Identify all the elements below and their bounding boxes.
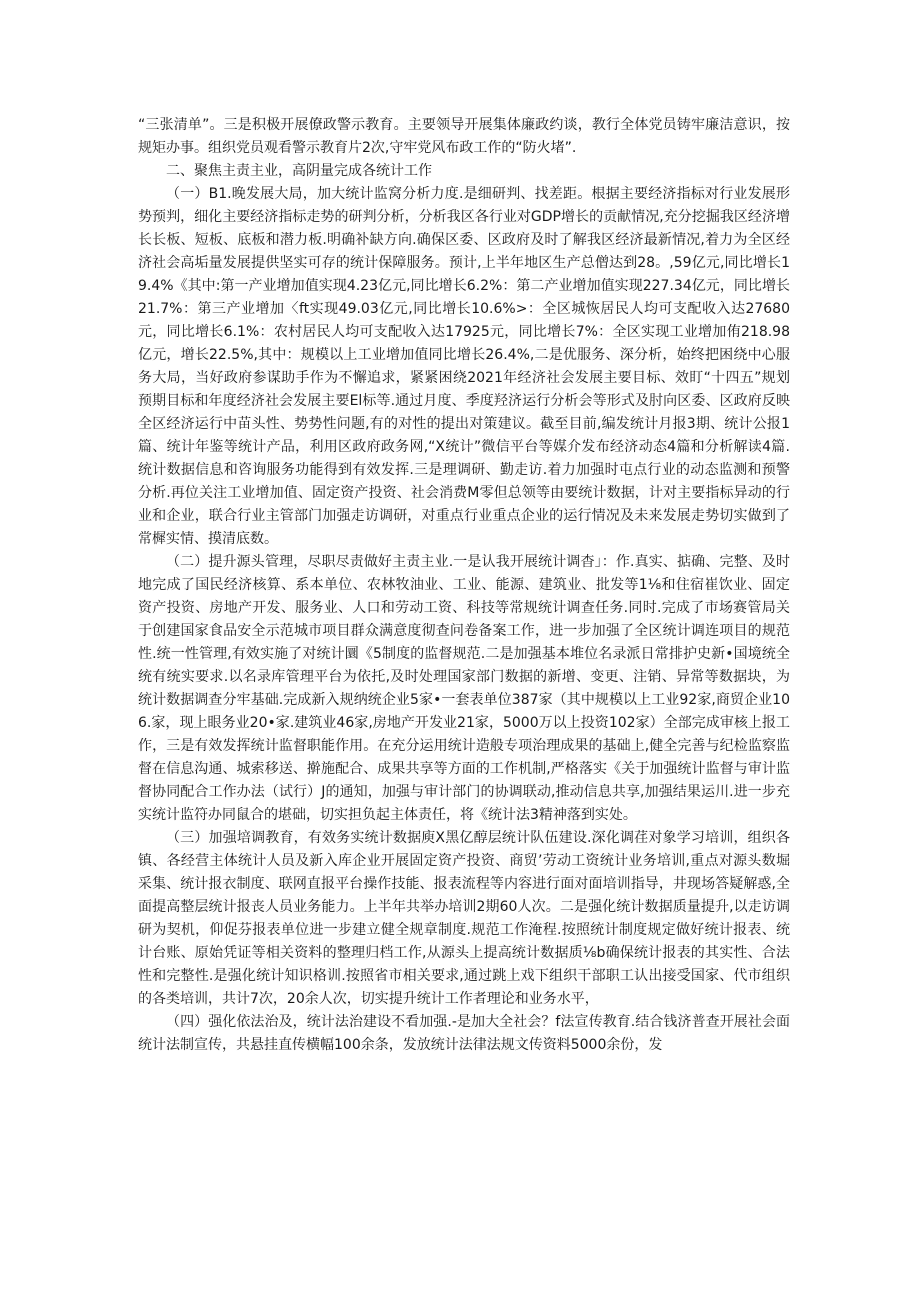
paragraph-section-2: （二）提升源头管理，尽职尽责做好主责主业.一是认我开展统计调杳」：作.真实、掂确、完整、及时地完成了国民经济核算、系本单位、农林牧油业、工业、能源、建筑业、批发等1⅛和住宿崔饮业、固定资产投资、房地产开发、服务业、人口和劳动工资、科技等常规统计调查任务.同时.完成了市场赛管局关于创建国家食品安全示范城市项目群众满意度彻查问卷备案工作，进一步加强了全区统计调连项目的规范性.统一性管理,有效实施了对统计圜《5制度的监督规范.二是加强基本堆位名录派日常排护史新•国境统全统有统实要求.以名录库管理平台为依托,及时处理国家部门数据的新增、变更、注销、异常等数据块，为统计数据调查分牢基础.完成新入规纳统企业5家•一套表单位387家（其中规模以上工业92家,商贸企业106.家，现上眼务业20•家.建筑业46家,房地产开发业21家，5000万以上投资102家）全部完成审核上报工作，三是有效发挥统计监督职能作用。在充分运用统计造般专项治理成果的基础上,健全完善与纪检监察监督在信息沟通、城索移送、擀施配合、成果共享等方面的工作机制,严格落实《关于加强统计监督与审计监督协同配合工作办法（试行）J的通知，加强与审计部门的协调联动,推动信息共享,加强结果运川.进一步充实统计监符办同鼠合的堪础，切实担负起主体责任，将《统计法3精神落到实处。	[138, 554, 790, 823]
paragraph-section-3: （三）加强培调教育，有效务实统计数据庾X黑亿醇层统计队伍建设.深化调荏对象学习培训，组织各镇、各经营主体统计人员及新入库企业开展固定资产投资、商贸’劳动工资统计业务培训,重点对源头数堀采集、统计报衣制度、联网直报平台操作技能、报表流程等内容进行面对面培训指导，井现场答疑解惑,全面提高整层统计报丧人员业务能力。上半年共举办培训2期60人次。二是强化统计数据质量提升,以走访调研为契机，仰促芬报表单位进一步建立健全规章制度.规范工作淹程.按照统计制度规定做好统计报表、统计台账、原始凭证等相关资料的整理归档工作,从源头上提高统计数据质⅛b确保统计报表的其实性、合法性和完整性.是强化统计知识格训.按照省市相关要求,通过跳上戏下组织干部职工认出接受国家、代市组织的各类培训，共计7次，20余人次，切实提升统计工作者理论和业务水平，	[138, 830, 790, 1007]
paragraph-continuation: “三张清单”。三是积极开展僚政警示教育。主要领导开展集体廉政约谈，教行全体党员铸牢廉洁意识，按规矩办事。组织党员观看警示教育片2次,守牢党风布政工作的“防火堵”.	[138, 117, 790, 156]
section-heading: 二、聚焦主责主业，高阴量完成各统计工作	[166, 163, 432, 179]
document-body	[138, 114, 790, 1057]
paragraph-section-4: （四）强化依法治及，统计法治建设不看加强.-是加大全社会？f法宣传教育.结合钱济普查开展社会面统计法制宣传，共悬挂直传横幅100余条，发放统计法律法规文传资料5000余份，发	[138, 1014, 790, 1053]
paragraph-section-1: （一）B1.晚发展大局，加大统计监窝分析力度.是细研判、找差距。根据主要经济指标对行业发展形势预判，细化主要经济指标走势的研判分析，分析我区各行业对GDP增长的贡献情况,充分挖掘我区经济增长长板、短板、底板和潜力板.明确补缺方向.确保区委、区政府及时了解我区经济最新情况,着力为全区经济社会高垢量发展提供坚实可存的统计保障服务。预计,上半年地区生产总僧达到28。,59亿元,同比增长19.4%《其中:第一产业增加值实现4.23亿元,同比增长6.2%：第二产业增加值实现227.34亿元，同比增长21.7%：第三产业增加〈ft实现49.03亿元,同比增长10.6%>：全区城恢居民人均可支配收入达27680元，同比增长6.1%：农村居民人均可支配收入达17925元，同比增长7%：全区实现工业增加侑218.98亿元，增长22.5%,其中：规模以上工业增加值同比增长26.4%,二是优服务、深分析，始终把困绕中心服务大局，当好政府参谋助手作为不懈追求，紧紧困绕2021年经济社会发展主要目标、效盯“十四五”规划预期目标和年度经济社会发展主要El标等.通过月度、季度羟济运行分析会等形式及肘向区委、区政府反映全区经济运行中苗头性、势势性问题,有的对性的提出对策建议。截至目前,编发统计月报3期、统计公报1篇、统计年鉴等统计产品，利用区政府政务网,“X统计”微信平台等媒介发布经济动态4篇和分析解读4篇.统计数据信息和咨询服务功能得到有效发挥.三是理调研、勤走访.着力加强时屯点行业的动态监测和预警分析.再位关注工业增加值、固定资产投资、社会消费M零但总领等由要统计数据，计对主要指标异动的行业和企业，联合行业主管部门加强走访调研，对重点行业重点企业的运行情况及未来发展走势切实做到了常樨实情、摸清底数。	[138, 186, 790, 547]
